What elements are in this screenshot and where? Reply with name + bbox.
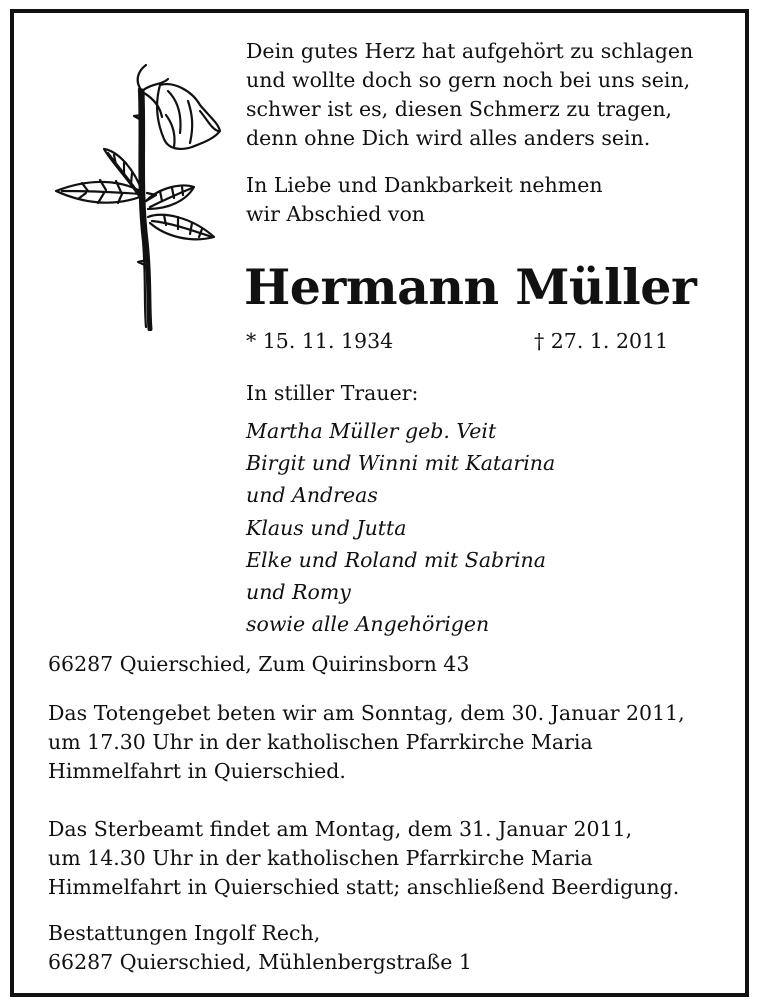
mourner-name: Martha Müller geb. Veit bbox=[246, 419, 497, 443]
mourner-name: Elke und Roland mit Sabrina bbox=[246, 547, 546, 572]
requiem-line: um 14.30 Uhr in der katholischen Pfarrkirche Maria bbox=[48, 846, 593, 870]
farewell-intro bbox=[246, 171, 603, 229]
prayer-line: Himmelfahrt in Quierschied. bbox=[48, 759, 346, 783]
death-date: † 27. 1. 2011 bbox=[534, 329, 669, 353]
mourner-name: Klaus und Jutta bbox=[246, 515, 407, 540]
rose-icon bbox=[42, 51, 227, 331]
intro-line: In Liebe und Dankbarkeit nehmen bbox=[246, 173, 603, 197]
undertaker-line: Bestattungen Ingolf Rech, bbox=[48, 921, 321, 945]
intro-line: wir Abschied von bbox=[246, 202, 426, 226]
mourner-name: und Andreas bbox=[246, 483, 378, 508]
mourner-name: und Romy bbox=[246, 579, 351, 604]
poem-line: denn ohne Dich wird alles anders sein. bbox=[246, 126, 651, 150]
prayer-line: um 17.30 Uhr in der katholischen Pfarrkirche Maria bbox=[48, 730, 593, 754]
requiem-line: Himmelfahrt in Quierschied statt; anschließend Beerdigung. bbox=[48, 875, 680, 899]
undertaker-info bbox=[48, 919, 472, 977]
poem-line: und wollte doch so gern noch bei uns sein, bbox=[246, 68, 691, 92]
mourner-name: sowie alle Angehörigen bbox=[246, 612, 490, 637]
family-address: 66287 Quierschied, Zum Quirinsborn 43 bbox=[48, 652, 470, 676]
undertaker-line: 66287 Quierschied, Mühlenbergstraße 1 bbox=[48, 950, 472, 974]
mourners-list bbox=[246, 415, 555, 640]
birth-date: * 15. 11. 1934 bbox=[246, 329, 394, 353]
deceased-name: Hermann Müller bbox=[244, 258, 697, 316]
poem-line: Dein gutes Herz hat aufgehört zu schlagen bbox=[246, 39, 694, 63]
poem-line: schwer ist es, diesen Schmerz zu tragen, bbox=[246, 97, 673, 121]
prayer-info bbox=[48, 699, 685, 786]
requiem-info bbox=[48, 815, 679, 902]
poem bbox=[246, 37, 693, 153]
prayer-line: Das Totengebet beten wir am Sonntag, dem 30. Januar 2011, bbox=[48, 701, 685, 725]
obituary-notice bbox=[10, 9, 749, 997]
mourner-name: Birgit und Winni mit Katarina bbox=[246, 451, 556, 476]
requiem-line: Das Sterbeamt findet am Montag, dem 31. Januar 2011, bbox=[48, 817, 633, 841]
mourning-label: In stiller Trauer: bbox=[246, 381, 419, 405]
